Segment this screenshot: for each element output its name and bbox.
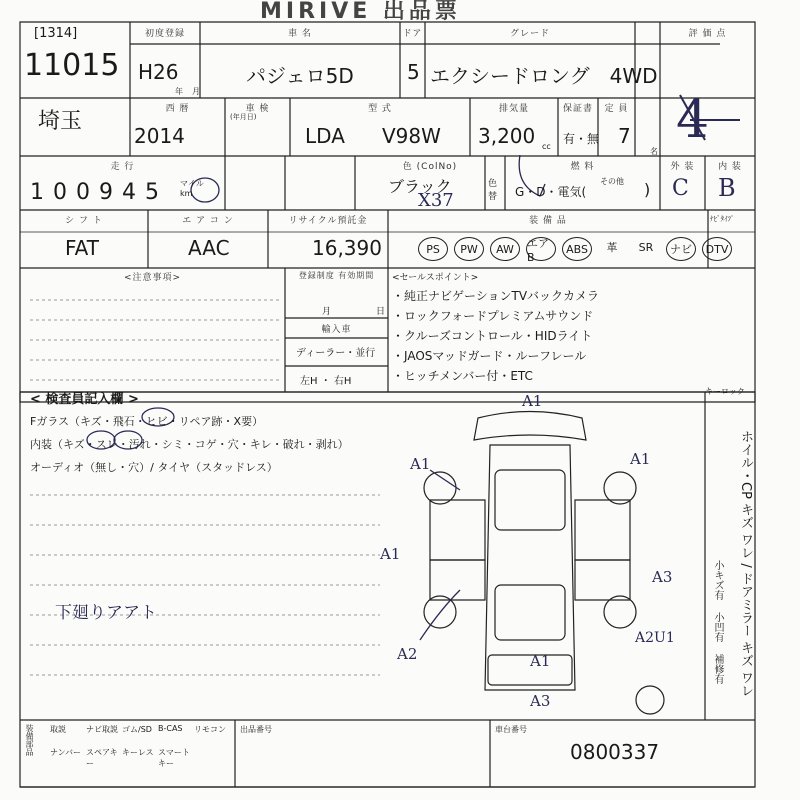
capacity-value: 7: [618, 124, 631, 148]
month-unit: 月: [192, 87, 200, 96]
damage-mark: A3: [652, 568, 673, 586]
damage-mark: A1: [522, 392, 543, 410]
bottom-label: B-CAS: [158, 724, 183, 733]
hdr-shaken: 車 検: [245, 104, 270, 114]
color-no-value: X37: [418, 190, 454, 211]
damage-mark: A1: [630, 450, 651, 468]
displacement-value: 3,200: [478, 124, 536, 148]
hdr-key-lock: キーロック: [705, 387, 745, 396]
damage-mark: A1: [410, 455, 431, 473]
damage-mark: A2: [397, 645, 418, 663]
sales-point: ・クルーズコントロール・HIDライト: [392, 329, 593, 343]
equip-airbag: エアB: [526, 237, 556, 261]
equip-aw: AW: [490, 237, 520, 261]
side-legend-item: 小キズ有: [712, 560, 723, 600]
steering-label: 左H ・ 右H: [300, 376, 352, 387]
damage-mark: A1: [380, 545, 401, 563]
sales-point: ・ヒッチメンバー付・ETC: [392, 369, 533, 383]
model-year-value: 2014: [134, 124, 185, 148]
hdr-inspector: < 検査員記入欄 >: [30, 392, 139, 407]
equip-pw: PW: [454, 237, 484, 261]
color-change: 色替: [488, 179, 498, 202]
hdr-warranty: 保証書: [562, 104, 593, 114]
hdr-navi-type: ﾅﾋﾞﾀｲﾌﾟ: [710, 215, 735, 223]
handwritten-note: 下廻りアアト: [55, 603, 157, 623]
side-legend: ホイル・CP キズ ワレ / ドアミラー キズ ワレ: [738, 430, 753, 698]
reg-year-value: H26: [138, 60, 179, 84]
hdr-sales-points: <セールスポイント>: [392, 273, 479, 283]
mileage-unit: マイル km: [180, 179, 204, 198]
door-value: 5: [407, 60, 420, 84]
bottom-header: 装備部品: [25, 724, 34, 756]
dealer-label: ディーラー・並行: [296, 348, 376, 359]
prefecture: 埼玉: [38, 109, 83, 134]
exterior-value: C: [672, 176, 689, 201]
equip-abs: ABS: [562, 237, 592, 261]
hdr-interior: 内 装: [718, 162, 742, 172]
inspector-lines: [30, 410, 349, 479]
inspector-line-audio: オーディオ（無し・穴）/ タイヤ（スタッドレス）: [30, 461, 278, 474]
shaken-sub: (年月日): [230, 113, 257, 121]
hdr-exterior: 外 装: [670, 162, 695, 172]
hdr-color: 色 (ColNo): [402, 162, 458, 172]
warranty-value: 有・無: [563, 132, 600, 146]
hdr-exhibitor-no: 出品番号: [240, 725, 272, 734]
hdr-grade: グレード: [509, 29, 550, 39]
rating-value: 4: [676, 90, 710, 150]
hdr-vin: 車台番号: [495, 725, 527, 734]
car-name-value: パジェロ5D: [246, 64, 354, 88]
inspector-line-interior: 内装（キズ・スレ・汚れ・シミ・コゲ・穴・キレ・破れ・剥れ）: [30, 438, 349, 451]
hdr-aircon: エ ア コ ン: [182, 216, 234, 226]
model-code-value: V98W: [382, 124, 441, 148]
bottom-label: ナンバー: [50, 748, 82, 757]
capacity-unit: 名: [650, 147, 658, 156]
hdr-capacity: 定 員: [604, 104, 629, 114]
side-legend-item: 小凹有: [712, 612, 723, 642]
shift-value: FAT: [65, 236, 100, 260]
fuel-close: ): [644, 180, 651, 199]
bottom-label: ゴム/SD: [122, 725, 152, 734]
hdr-equipment: 装 備 品: [529, 216, 567, 226]
mileage-value: 100945: [30, 180, 168, 205]
equip-sunroof: SR: [638, 241, 654, 254]
side-legend-item: 補修有: [712, 654, 723, 684]
hdr-rating: 評 価 点: [688, 29, 727, 39]
sales-point: ・純正ナビゲーションTVバックカメラ: [392, 289, 600, 303]
color-value: ブラック: [388, 177, 452, 196]
bottom-label: キーレス: [122, 748, 154, 757]
hdr-notes: <注意事項>: [123, 273, 182, 283]
hdr-mileage: 走 行: [110, 162, 135, 172]
hdr-door: ドア: [402, 29, 423, 39]
equipment-list: [418, 236, 732, 264]
bottom-label: 取説: [50, 725, 66, 734]
equip-leather: 革: [606, 241, 618, 254]
aircon-value: AAC: [188, 236, 230, 260]
hdr-registration: 登録制度 有効期間: [298, 271, 375, 280]
sheet-title: MIRIVE 出品票: [260, 0, 461, 24]
model-prefix-value: LDA: [305, 124, 345, 148]
bottom-label: リモコン: [194, 725, 226, 734]
damage-mark: A2U1: [635, 630, 675, 646]
side-legend-sub: [710, 560, 725, 720]
fuel-other: その他: [600, 177, 624, 186]
hdr-fuel: 燃 料: [570, 162, 595, 172]
grade-value: エクシードロング 4WD: [430, 64, 658, 88]
recycle-value: 16,390: [312, 236, 382, 260]
hdr-model: 型 式: [368, 104, 392, 114]
hdr-displacement: 排気量: [498, 104, 529, 114]
vin-value: 0800337: [570, 740, 660, 764]
equip-ps: PS: [418, 237, 448, 261]
hdr-reg-date: 初度登録: [144, 29, 185, 39]
damage-mark: A3: [530, 692, 551, 710]
interior-value: B: [718, 174, 736, 202]
hdr-shift: シ フ ト: [65, 216, 103, 226]
bottom-label: ナビ取説: [86, 725, 118, 734]
entry-number: 11015: [24, 48, 120, 83]
year-unit: 年: [175, 87, 183, 96]
sales-points-list: [392, 286, 599, 386]
bottom-label: スマートキー: [158, 748, 190, 768]
equip-dtv: DTV: [702, 237, 732, 261]
inspector-line-glass: Fガラス（キズ・飛石・ヒビ・リペア跡・X要）: [30, 415, 264, 428]
sales-point: ・ロックフォードプレミアムサウンド: [392, 309, 594, 323]
sales-point: ・JAOSマッドガード・ルーフレール: [392, 349, 587, 363]
hdr-car-name: 車 名: [288, 29, 312, 39]
reg-day: 日: [376, 307, 386, 317]
hdr-model-year: 西 暦: [165, 104, 190, 114]
bottom-labels: [50, 724, 230, 769]
equip-navi: ナビ: [666, 237, 696, 261]
import-label: 輸入車: [321, 325, 352, 335]
fuel-options: G・D・電気(: [515, 185, 587, 199]
hdr-recycle: リサイクル預託金: [288, 216, 368, 226]
bottom-label: スペアキー: [86, 748, 118, 768]
lot-number: [1314]: [34, 26, 78, 41]
reg-month: 月: [322, 307, 332, 317]
damage-mark: A1: [530, 652, 551, 670]
cc-unit: cc: [542, 142, 551, 151]
